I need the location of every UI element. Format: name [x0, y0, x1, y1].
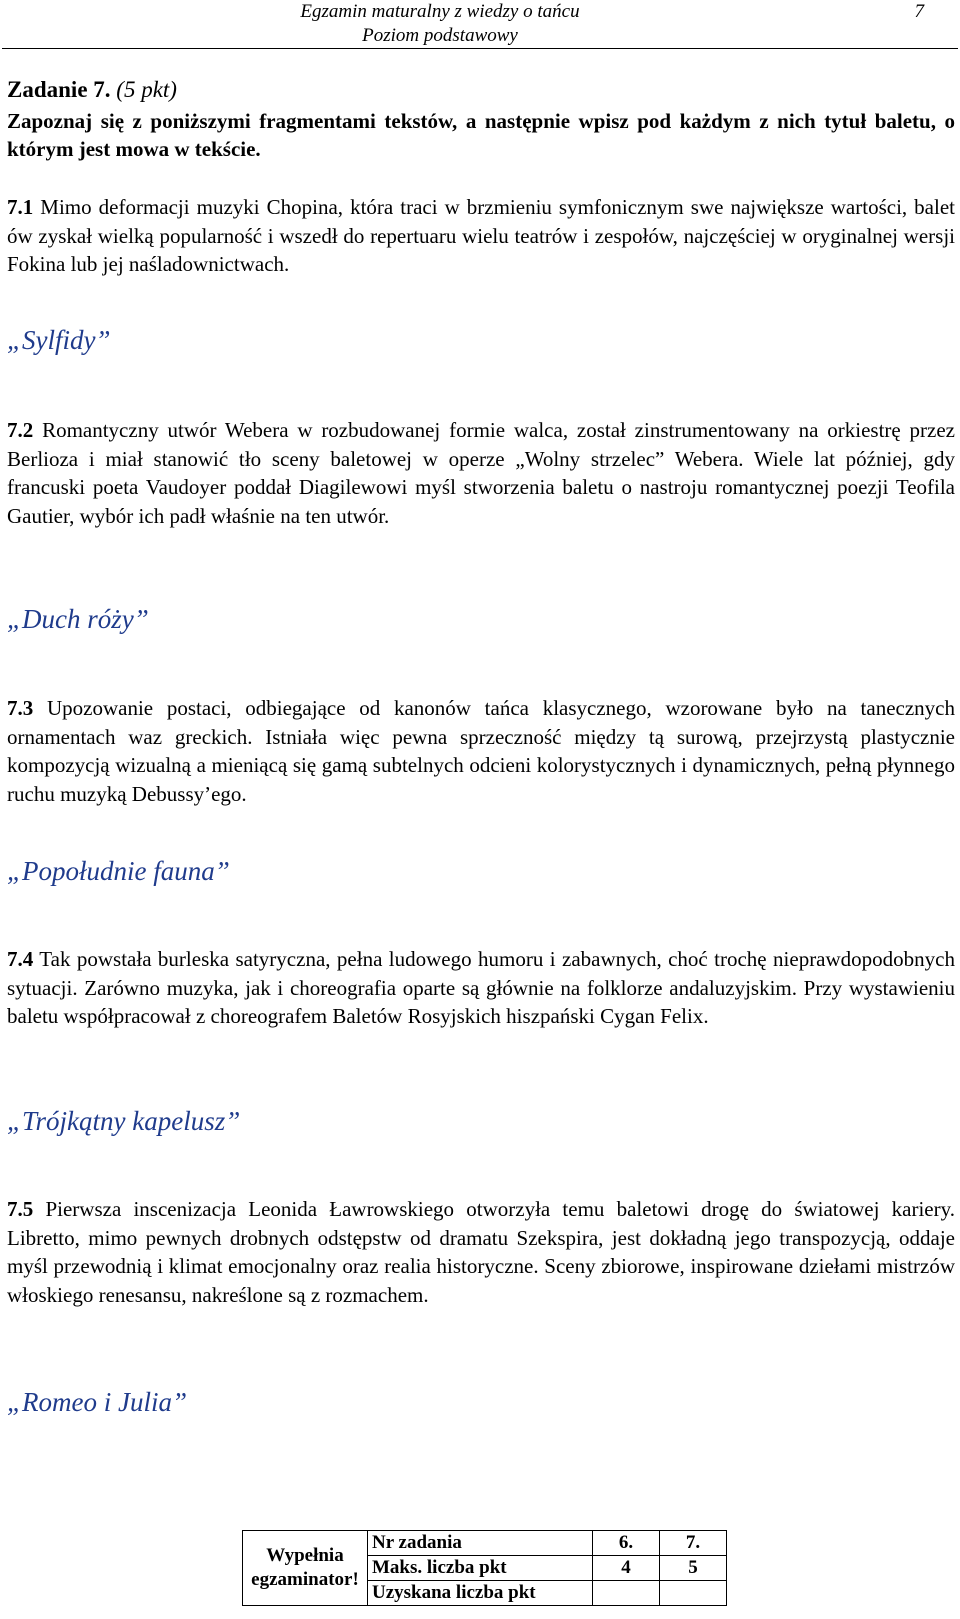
item-number: 7.3 [7, 696, 34, 720]
row-label-task-number: Nr zadania [368, 1531, 593, 1556]
item-text: Romantyczny utwór Webera w rozbudowanej formie walca, został zinstrumentowany na orkiestrę przez Berlioza i miał stanowić tło sceny baletowej w operze „Wolny strzelec” Webera. Wiele lat później, gdy francuski poeta Vaudoyer poddał Diagilewowi myśl stworzenia baletu o nastroju romantycznej poezji Teofila Gautier, wybór ich padł właśnie na ten utwór. [7, 418, 955, 528]
item-text: Mimo deformacji muzyki Chopina, która traci w brzmieniu symfonicznym swe największe wartości, balet ów zyskał wielką popularność i wszedł do repertuaru wielu teatrów i zespołów, najczęściej w oryginalnej wersji Fokina lub jej naśladownictwach. [7, 195, 955, 276]
answer-7-4[interactable]: „Trójkątny kapelusz” [7, 1106, 241, 1136]
answer-7-5[interactable]: „Romeo i Julia” [7, 1387, 187, 1417]
exam-level: Poziom podstawowy [362, 25, 518, 46]
score-table [242, 1530, 727, 1606]
header-divider [2, 48, 958, 49]
header-center [240, 0, 640, 48]
item-7-5 [7, 1195, 955, 1309]
examiner-label: Wypełnia egzaminator! [243, 1531, 368, 1606]
page-number: 7 [914, 1, 924, 22]
answer-7-3[interactable]: „Popołudnie fauna” [7, 856, 230, 886]
page-header [0, 0, 960, 50]
task-instruction: Zapoznaj się z poniższymi fragmentami tekstów, a następnie wpisz pod każdym z nich tytuł baletu, o którym jest mowa w tekście. [7, 109, 955, 161]
item-7-4 [7, 945, 955, 1031]
task-heading [7, 76, 177, 104]
cell-task-7: 7. [660, 1531, 727, 1556]
row-label-max-points: Maks. liczba pkt [368, 1556, 593, 1581]
item-7-2 [7, 416, 955, 530]
task-points: (5 pkt) [116, 77, 177, 102]
cell-max-6: 4 [593, 1556, 660, 1581]
item-number: 7.4 [7, 947, 34, 971]
cell-max-7: 5 [660, 1556, 727, 1581]
item-text: Upozowanie postaci, odbiegające od kanonów tańca klasycznego, wzorowane było na tanecznych ornamentach waz greckich. Istniała więc pewna sprzeczność między tą surową, przejrzystą plastycznie kompozycją wizualną a mieniącą się gamą subtelnych odcieni kolorystycznych i dynamicznych, pełną płynnego ruchu muzyką Debussy’ego. [7, 696, 955, 806]
cell-earned-6[interactable] [593, 1581, 660, 1606]
item-text: Pierwsza inscenizacja Leonida Ławrowskiego otworzyła temu baletowi drogę do światowej kariery. Libretto, mimo pewnych drobnych odstępstw od dramatu Szekspira, jest dokładną jego transpozycją, oddaje myśl przewodnią i klimat emocjonalny oraz realia historyczne. Sceny zbiorowe, inspirowane dziełami mistrzów włoskiego renesansu, nakreślone są z rozmachem. [7, 1197, 956, 1307]
item-text: Tak powstała burleska satyryczna, pełna ludowego humoru i zabawnych, choć trochę nieprawdopodobnych sytuacji. Zarówno muzyka, jak i choreografia oparte są głównie na folklorze andaluzyjskim. Przy wystawieniu baletu współpracował z choreografem Baletów Rosyjskich hiszpański Cygan Felix. [7, 947, 955, 1028]
exam-title: Egzamin maturalny z wiedzy o tańcu [300, 1, 580, 22]
task-title: Zadanie 7. [7, 77, 111, 102]
item-7-1 [7, 193, 955, 279]
answer-7-1[interactable]: „Sylfidy” [7, 325, 111, 355]
cell-earned-7[interactable] [660, 1581, 727, 1606]
item-number: 7.1 [7, 195, 34, 219]
answer-7-2[interactable]: „Duch róży” [7, 604, 149, 634]
cell-task-6: 6. [593, 1531, 660, 1556]
row-label-earned-points: Uzyskana liczba pkt [368, 1581, 593, 1606]
item-number: 7.5 [7, 1197, 34, 1221]
item-number: 7.2 [7, 418, 34, 442]
item-7-3 [7, 694, 955, 808]
